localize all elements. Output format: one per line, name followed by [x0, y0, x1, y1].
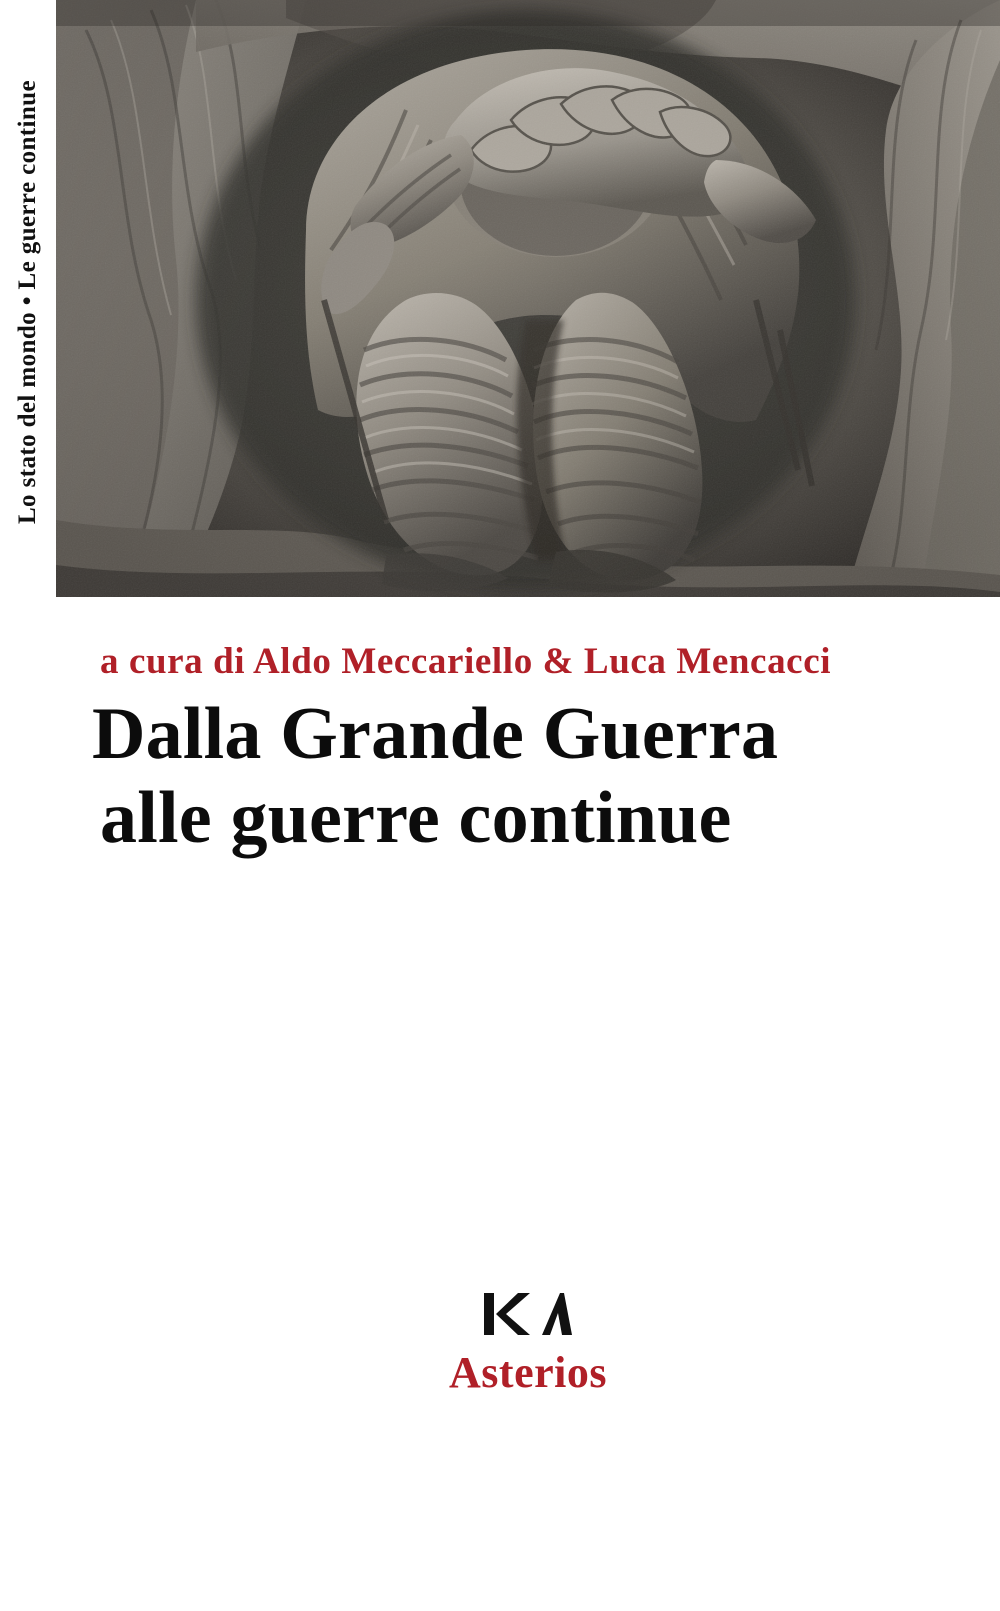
cover-photo: [56, 0, 1000, 597]
title-line-2: alle guerre continue: [100, 776, 732, 859]
publisher-block: [56, 1287, 1000, 1398]
editors-line: a cura di Aldo Meccariello & Luca Mencacci: [100, 641, 832, 682]
spine-text-wrapper: [0, 0, 56, 1611]
cover-text-block: [56, 597, 1000, 1611]
publisher-name: Asterios: [449, 1348, 607, 1397]
spine-strip: [0, 0, 56, 1611]
cover-photo-illustration: [56, 0, 1000, 597]
series-title: Lo stato del mondo • Le guerre continue: [14, 80, 41, 525]
asterios-monogram-icon: [480, 1287, 576, 1341]
page-title: [92, 693, 972, 860]
title-line-1: Dalla Grande Guerra: [92, 693, 779, 775]
